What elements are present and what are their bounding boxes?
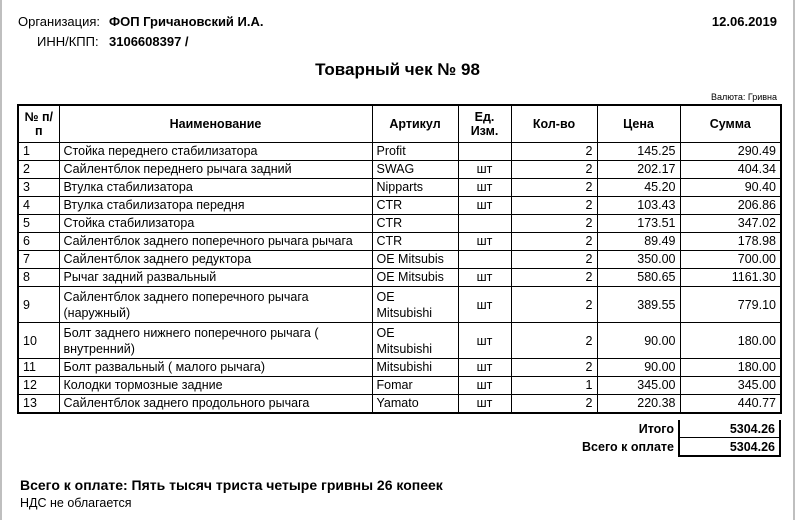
row-sum: 180.00 xyxy=(680,323,781,359)
row-number: 3 xyxy=(18,179,59,197)
payment-total-value: 5304.26 xyxy=(679,438,780,457)
row-quantity: 2 xyxy=(511,269,597,287)
row-name: Стойка стабилизатора xyxy=(59,215,372,233)
row-number: 12 xyxy=(18,377,59,395)
row-article: OE Mitsubishi xyxy=(372,287,458,323)
row-unit: шт xyxy=(458,197,511,215)
row-unit: шт xyxy=(458,179,511,197)
table-row xyxy=(18,269,781,287)
table-row xyxy=(18,251,781,269)
row-name: Рычаг задний развальный xyxy=(59,269,372,287)
organization-value: ФОП Гричановский И.А. xyxy=(109,14,264,29)
row-number: 9 xyxy=(18,287,59,323)
row-number: 13 xyxy=(18,395,59,414)
row-name: Сайлентблок заднего редуктора xyxy=(59,251,372,269)
row-sum: 700.00 xyxy=(680,251,781,269)
row-price: 345.00 xyxy=(597,377,680,395)
column-header-quantity: Кол-во xyxy=(511,105,597,143)
row-name: Втулка стабилизатора передня xyxy=(59,197,372,215)
row-unit: шт xyxy=(458,377,511,395)
row-unit: шт xyxy=(458,323,511,359)
row-article: Yamato xyxy=(372,395,458,414)
table-row xyxy=(18,323,781,359)
row-quantity: 2 xyxy=(511,233,597,251)
table-row xyxy=(18,287,781,323)
row-sum: 290.49 xyxy=(680,143,781,161)
row-sum: 1161.30 xyxy=(680,269,781,287)
table-row xyxy=(18,233,781,251)
row-quantity: 2 xyxy=(511,251,597,269)
totals-block xyxy=(17,420,781,457)
row-quantity: 2 xyxy=(511,287,597,323)
document-title: Товарный чек № 98 xyxy=(315,60,480,79)
row-sum: 347.02 xyxy=(680,215,781,233)
table-row xyxy=(18,161,781,179)
row-quantity: 2 xyxy=(511,215,597,233)
row-name: Болт развальный ( малого рычага) xyxy=(59,359,372,377)
table-row xyxy=(18,179,781,197)
row-unit xyxy=(458,215,511,233)
column-header-number: № п/п xyxy=(18,105,59,143)
total-label: Итого xyxy=(638,421,674,436)
row-price: 389.55 xyxy=(597,287,680,323)
row-quantity: 2 xyxy=(511,143,597,161)
row-name: Сайлентблок переднего рычага задний xyxy=(59,161,372,179)
sum-in-words: Всего к оплате: Пять тысяч триста четыре гривны 26 копеек xyxy=(20,477,443,493)
row-price: 145.25 xyxy=(597,143,680,161)
row-price: 580.65 xyxy=(597,269,680,287)
row-sum: 178.98 xyxy=(680,233,781,251)
currency-note: Валюта: Гривна xyxy=(711,92,777,102)
row-name: Сайлентблок заднего поперечного рычага (наружный) xyxy=(59,287,372,323)
row-article: Nipparts xyxy=(372,179,458,197)
row-unit xyxy=(458,251,511,269)
row-article: CTR xyxy=(372,197,458,215)
row-number: 11 xyxy=(18,359,59,377)
row-sum: 440.77 xyxy=(680,395,781,414)
row-number: 10 xyxy=(18,323,59,359)
row-quantity: 2 xyxy=(511,197,597,215)
row-price: 202.17 xyxy=(597,161,680,179)
row-name: Сайлентблок заднего поперечного рычага рычага xyxy=(59,233,372,251)
row-article: Mitsubishi xyxy=(372,359,458,377)
row-price: 350.00 xyxy=(597,251,680,269)
row-article: Fomar xyxy=(372,377,458,395)
row-price: 90.00 xyxy=(597,323,680,359)
row-name: Колодки тормозные задние xyxy=(59,377,372,395)
row-unit xyxy=(458,143,511,161)
vat-note: НДС не облагается xyxy=(20,496,132,510)
organization-label: Организация: xyxy=(18,14,101,29)
row-article: SWAG xyxy=(372,161,458,179)
row-name: Стойка переднего стабилизатора xyxy=(59,143,372,161)
row-price: 45.20 xyxy=(597,179,680,197)
table-row xyxy=(18,197,781,215)
row-unit: шт xyxy=(458,287,511,323)
row-price: 103.43 xyxy=(597,197,680,215)
table-row xyxy=(18,143,781,161)
payment-total-label: Всего к оплате xyxy=(582,439,674,454)
total-value: 5304.26 xyxy=(679,420,780,438)
row-quantity: 2 xyxy=(511,161,597,179)
document-date: 12.06.2019 xyxy=(711,14,777,29)
column-header-unit: Ед. Изм. xyxy=(458,105,511,143)
row-sum: 404.34 xyxy=(680,161,781,179)
row-number: 1 xyxy=(18,143,59,161)
items-table xyxy=(17,104,782,414)
row-sum: 206.86 xyxy=(680,197,781,215)
table-row xyxy=(18,359,781,377)
total-row xyxy=(17,420,780,438)
row-unit: шт xyxy=(458,359,511,377)
row-quantity: 2 xyxy=(511,179,597,197)
row-name: Болт заднего нижнего поперечного рычага ( внутренний) xyxy=(59,323,372,359)
inn-value: 3106608397 / xyxy=(109,34,189,49)
row-number: 6 xyxy=(18,233,59,251)
row-unit: шт xyxy=(458,161,511,179)
column-header-price: Цена xyxy=(597,105,680,143)
row-number: 5 xyxy=(18,215,59,233)
row-name: Втулка стабилизатора xyxy=(59,179,372,197)
row-price: 173.51 xyxy=(597,215,680,233)
row-price: 89.49 xyxy=(597,233,680,251)
row-quantity: 2 xyxy=(511,395,597,414)
row-unit: шт xyxy=(458,395,511,414)
table-row xyxy=(18,377,781,395)
row-number: 4 xyxy=(18,197,59,215)
row-price: 90.00 xyxy=(597,359,680,377)
row-sum: 345.00 xyxy=(680,377,781,395)
row-unit: шт xyxy=(458,233,511,251)
row-name: Сайлентблок заднего продольного рычага xyxy=(59,395,372,414)
table-header-row xyxy=(18,105,781,143)
row-number: 7 xyxy=(18,251,59,269)
row-article: CTR xyxy=(372,233,458,251)
row-number: 8 xyxy=(18,269,59,287)
row-article: CTR xyxy=(372,215,458,233)
row-article: Profit xyxy=(372,143,458,161)
payment-total-row xyxy=(17,438,780,457)
row-price: 220.38 xyxy=(597,395,680,414)
row-sum: 779.10 xyxy=(680,287,781,323)
table-row xyxy=(18,215,781,233)
row-quantity: 2 xyxy=(511,323,597,359)
row-article: OE Mitsubis xyxy=(372,269,458,287)
row-quantity: 1 xyxy=(511,377,597,395)
table-row xyxy=(18,395,781,414)
column-header-sum: Сумма xyxy=(680,105,781,143)
inn-label: ИНН/КПП: xyxy=(37,34,99,49)
column-header-article: Артикул xyxy=(372,105,458,143)
row-sum: 90.40 xyxy=(680,179,781,197)
row-quantity: 2 xyxy=(511,359,597,377)
row-number: 2 xyxy=(18,161,59,179)
row-unit: шт xyxy=(458,269,511,287)
row-article: OE Mitsubishi xyxy=(372,323,458,359)
column-header-name: Наименование xyxy=(59,105,372,143)
row-article: OE Mitsubis xyxy=(372,251,458,269)
row-sum: 180.00 xyxy=(680,359,781,377)
